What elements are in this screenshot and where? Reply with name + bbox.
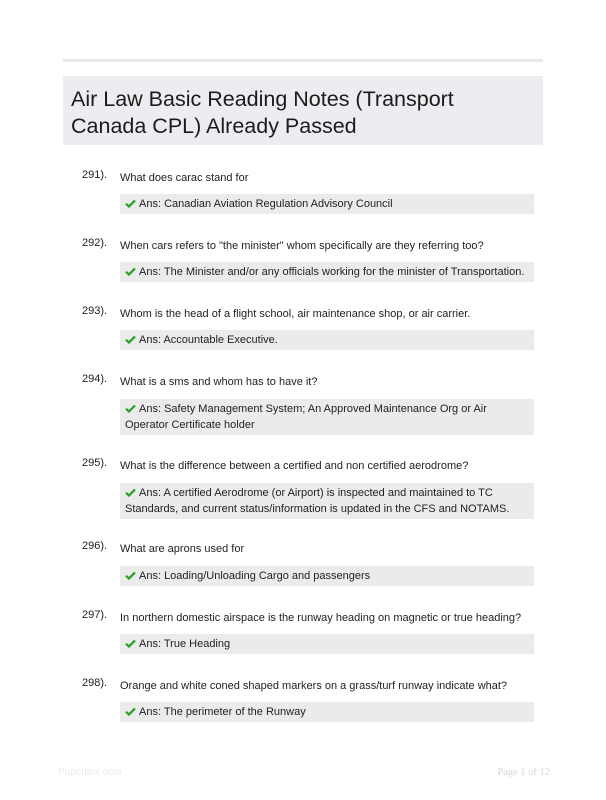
question-number: 291). <box>82 169 108 181</box>
question-text: What is the difference between a certified and non certified aerodrome? <box>120 460 469 472</box>
answer-text: Ans: A certified Aerodrome (or Airport) is inspected and maintained to TC Standards, and current status/information is updated in the CFS and NOTAMS. <box>125 487 510 515</box>
answer-text: Ans: True Heading <box>139 638 231 650</box>
question-number: 293). <box>82 305 108 317</box>
answer-text: Ans: The Minister and/or any officials working for the minister of Transportation. <box>139 266 525 278</box>
top-divider <box>63 59 543 62</box>
question-text: What is a sms and whom has to have it? <box>120 376 318 388</box>
answer-text: Ans: The perimeter of the Runway <box>139 706 306 718</box>
question-number: 294). <box>82 373 108 385</box>
checkmark-icon <box>125 335 136 344</box>
question-number: 297). <box>82 609 108 621</box>
checkmark-icon <box>125 707 136 716</box>
checkmark-icon <box>125 404 136 413</box>
checkmark-icon <box>125 488 136 497</box>
question-number: 295). <box>82 457 108 469</box>
question-text: In northern domestic airspace is the runway heading on magnetic or true heading? <box>120 612 522 624</box>
question-text: What are aprons used for <box>120 543 245 555</box>
answer-box <box>120 194 534 214</box>
answer-text: Ans: Safety Management System; An Approved Maintenance Org or Air Operator Certificate holder <box>125 403 487 431</box>
answer-box <box>120 566 534 586</box>
answer-text: Ans: Accountable Executive. <box>139 334 278 346</box>
question-text: Orange and white coned shaped markers on a grass/turf runway indicate what? <box>120 680 508 692</box>
question-text: Whom is the head of a flight school, air maintenance shop, or air carrier. <box>120 308 471 320</box>
question-number: 292). <box>82 237 108 249</box>
checkmark-icon <box>125 571 136 580</box>
answer-box <box>120 483 534 519</box>
page-title: Air Law Basic Reading Notes (Transport Canada CPL) Already Passed <box>71 87 454 138</box>
question-text: When cars refers to "the minister" whom specifically are they referring too? <box>120 240 484 252</box>
answer-text: Ans: Loading/Unloading Cargo and passengers <box>139 570 371 582</box>
answer-box <box>120 262 534 282</box>
question-text: What does carac stand for <box>120 172 249 184</box>
checkmark-icon <box>125 199 136 208</box>
checkmark-icon <box>125 639 136 648</box>
footer-site-watermark: Paperlibx.com <box>58 767 122 778</box>
page-indicator: Page 1 of 12 <box>497 767 550 778</box>
answer-box <box>120 702 534 722</box>
answer-box <box>120 634 534 654</box>
answer-box <box>120 330 534 350</box>
answer-text: Ans: Canadian Aviation Regulation Advisory Council <box>139 198 393 210</box>
checkmark-icon <box>125 267 136 276</box>
answer-box <box>120 399 534 435</box>
question-number: 298). <box>82 677 108 689</box>
title-banner <box>63 76 543 145</box>
question-number: 296). <box>82 540 108 552</box>
